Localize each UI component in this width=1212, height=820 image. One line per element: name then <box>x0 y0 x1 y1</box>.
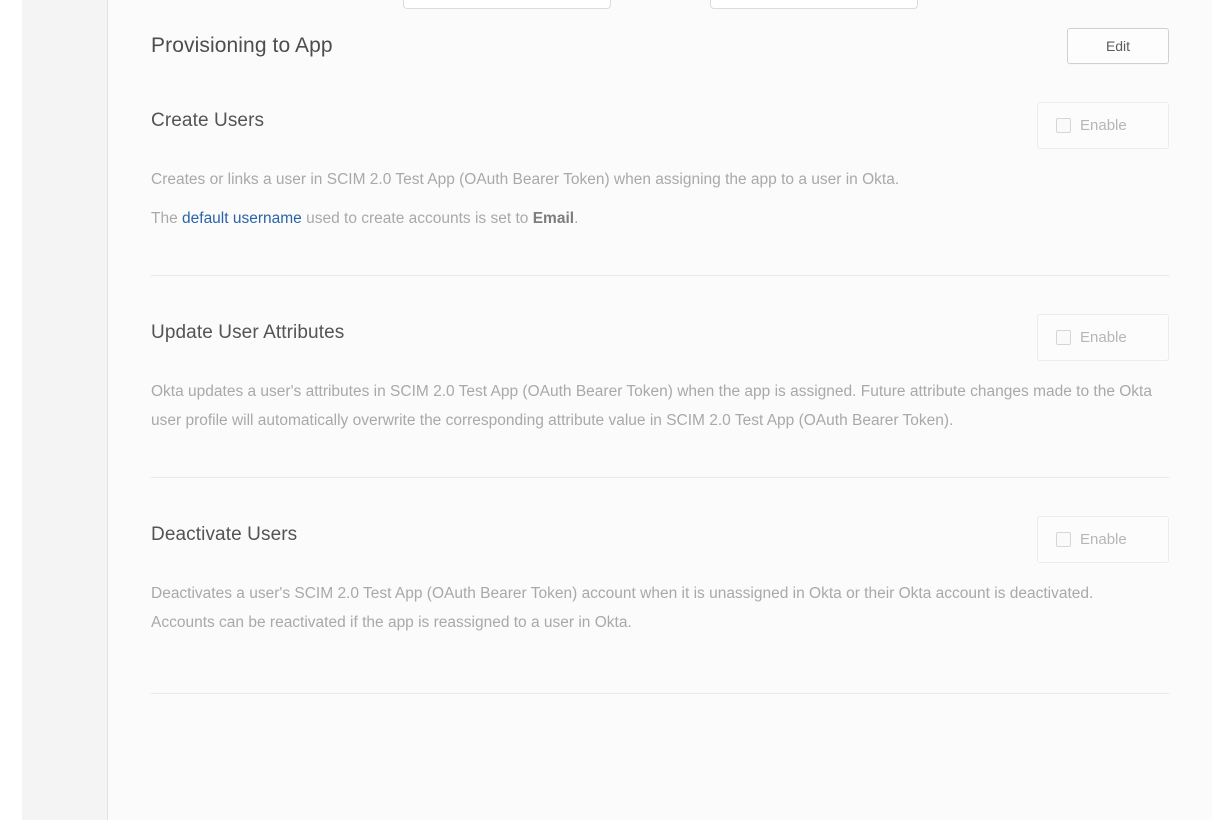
section-title: Update User Attributes <box>151 322 345 343</box>
section-header <box>151 516 1169 563</box>
enable-deactivate-users-toggle[interactable] <box>1037 516 1169 563</box>
page-outer-margin <box>0 0 22 820</box>
section-header <box>151 102 1169 149</box>
enable-update-user-attributes-toggle[interactable] <box>1037 314 1169 361</box>
section-description-2 <box>151 204 1156 233</box>
checkbox-icon[interactable] <box>1056 330 1071 345</box>
content-inner <box>108 0 1212 694</box>
section-title: Deactivate Users <box>151 524 298 545</box>
enable-create-users-toggle[interactable] <box>1037 102 1169 149</box>
enable-label: Enable <box>1080 117 1127 134</box>
sidebar-gutter <box>22 0 107 820</box>
checkbox-icon[interactable] <box>1056 532 1071 547</box>
section-title: Create Users <box>151 110 265 131</box>
main-content-panel <box>108 0 1212 820</box>
cutoff-panel-right <box>710 0 918 9</box>
section-description-1: Creates or links a user in SCIM 2.0 Test App (OAuth Bearer Token) when assigning the app to a user in Okta. <box>151 171 900 188</box>
default-username-link[interactable]: default username <box>182 210 302 227</box>
edit-button[interactable]: Edit <box>1067 28 1169 64</box>
enable-label: Enable <box>1080 531 1127 548</box>
provisioning-header <box>151 0 1169 64</box>
section-description-1: Okta updates a user's attributes in SCIM 2.0 Test App (OAuth Bearer Token) when the app is assigned. Future attribute changes made to the Okta user profile will automatically overwrite the corresponding attribute value in SCIM 2.0 Test App (OAuth Bearer Token). <box>151 383 1152 429</box>
section-create-users <box>151 64 1169 276</box>
checkbox-icon[interactable] <box>1056 118 1071 133</box>
section-deactivate-users <box>151 478 1169 694</box>
desc-text-mid: used to create accounts is set to <box>301 210 533 227</box>
enable-label: Enable <box>1080 329 1127 346</box>
cutoff-panel-left <box>403 0 611 9</box>
desc-text-post: . <box>574 210 579 227</box>
desc-text-strong: Email <box>532 210 575 227</box>
section-header <box>151 314 1169 361</box>
section-divider <box>151 693 1169 694</box>
page-title: Provisioning to App <box>151 34 333 57</box>
desc-text-pre: The <box>151 210 183 227</box>
section-description-1: Deactivates a user's SCIM 2.0 Test App (OAuth Bearer Token) account when it is unassigned in Okta or their Okta account is deactivated. Accounts can be reactivated if the app is reassigned to a user in Okta. <box>151 585 1094 631</box>
section-update-user-attributes <box>151 276 1169 478</box>
